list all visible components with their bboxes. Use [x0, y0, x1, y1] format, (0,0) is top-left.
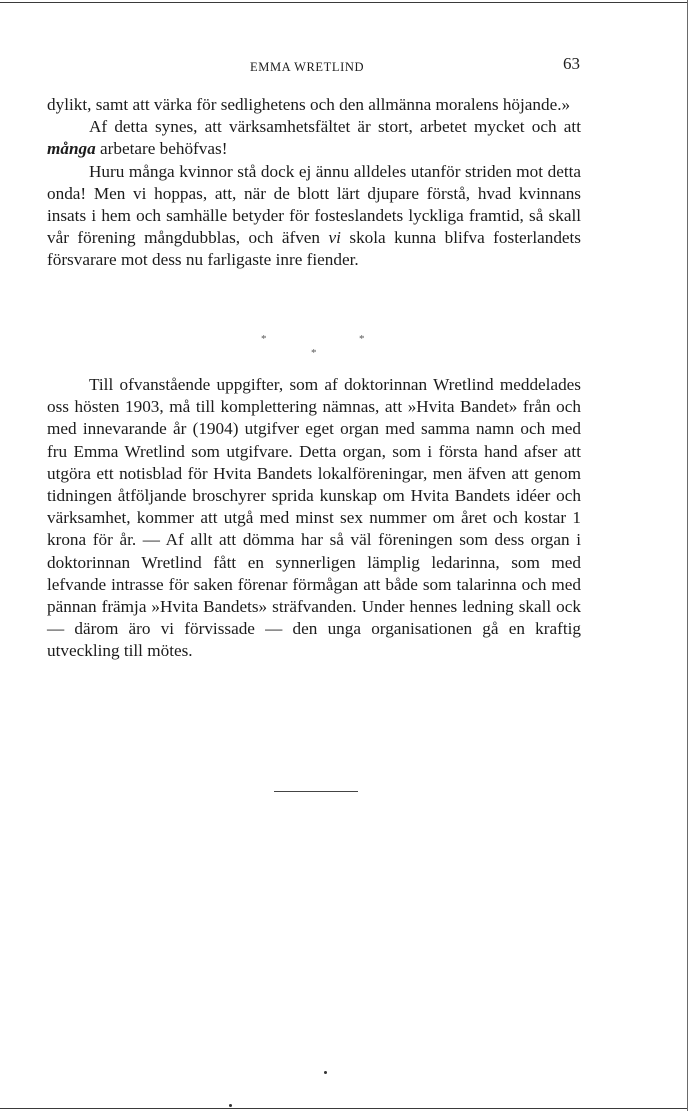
paragraph-continued: dylikt, samt att värka för sedlighetens och den allmänna moralens höjande.» [47, 95, 571, 114]
text-section-2 [47, 374, 581, 663]
paragraph-many-workers [47, 116, 581, 160]
paragraph-women-outside [47, 161, 581, 272]
asterisk-ornament: * [311, 347, 317, 359]
closing-rule [274, 791, 358, 792]
paragraph-text: Huru många kvinnor stå dock ej ännu alldeles utanför striden mot detta onda! Men vi hoppas, att, när de blott lärt djupare förstå, hvad kvinnans insats i hem och samhälle betyder för fosteslandets lyckliga framtid, så skall vår förening mångdubblas, och äfven [47, 161, 581, 248]
page-number: 63 [563, 54, 580, 73]
ink-speck [324, 1071, 327, 1074]
paragraph-text: skola kunna blifva fosterlandets försvarare mot dess nu farligaste inre fiender. [47, 228, 582, 270]
paragraph-hvita-bandet: Till ofvanstående uppgifter, som af doktorinnan Wretlind meddelades oss hösten 1903, må till komplettering nämnas, att »Hvita Bandet» från och med innevarande år (1904) utgifver eget organ med samma namn och med fru Emma Wretlind som utgifvare. Detta organ, som i första hand afser att utgöra ett notisblad för Hvita Bandets lokalföreningar, men äfven att genom tidningen åtföljande broschyrer sprida kunskap om Hvita Bandets idéer och värksamhet, kommer att utgå med minst sex nummer om året och kostar 1 krona för år. — Af allt att dömma har så väl föreningen som dess organ i doktorinnan Wretlind fått en synnerligen lämplig ledarinna, som med lefvande intrasse för saken förenar förmågan att både som talarinna och med pännan främja »Hvita Bandets» sträfvanden. Under hennes ledning skall ock — därom äro vi förvissade — den unga organisationen gå en kraftig utveckling till mötes. [47, 375, 581, 661]
running-title: EMMA WRETLIND [250, 60, 365, 74]
asterisk-ornament: * [359, 333, 365, 345]
text-section-1 [47, 94, 581, 272]
ink-speck [229, 1104, 232, 1107]
asterisk-ornament: * [261, 333, 267, 345]
paragraph-text: arbetare behöfvas! [95, 139, 228, 159]
emphasis-text: många [47, 139, 96, 159]
page-top-edge [0, 2, 688, 3]
paragraph-text: Af detta synes, att värksamhetsfältet är stort, arbetet mycket och att [89, 117, 581, 137]
page-bottom-edge [0, 1108, 688, 1109]
emphasis-text: vi [328, 228, 341, 248]
